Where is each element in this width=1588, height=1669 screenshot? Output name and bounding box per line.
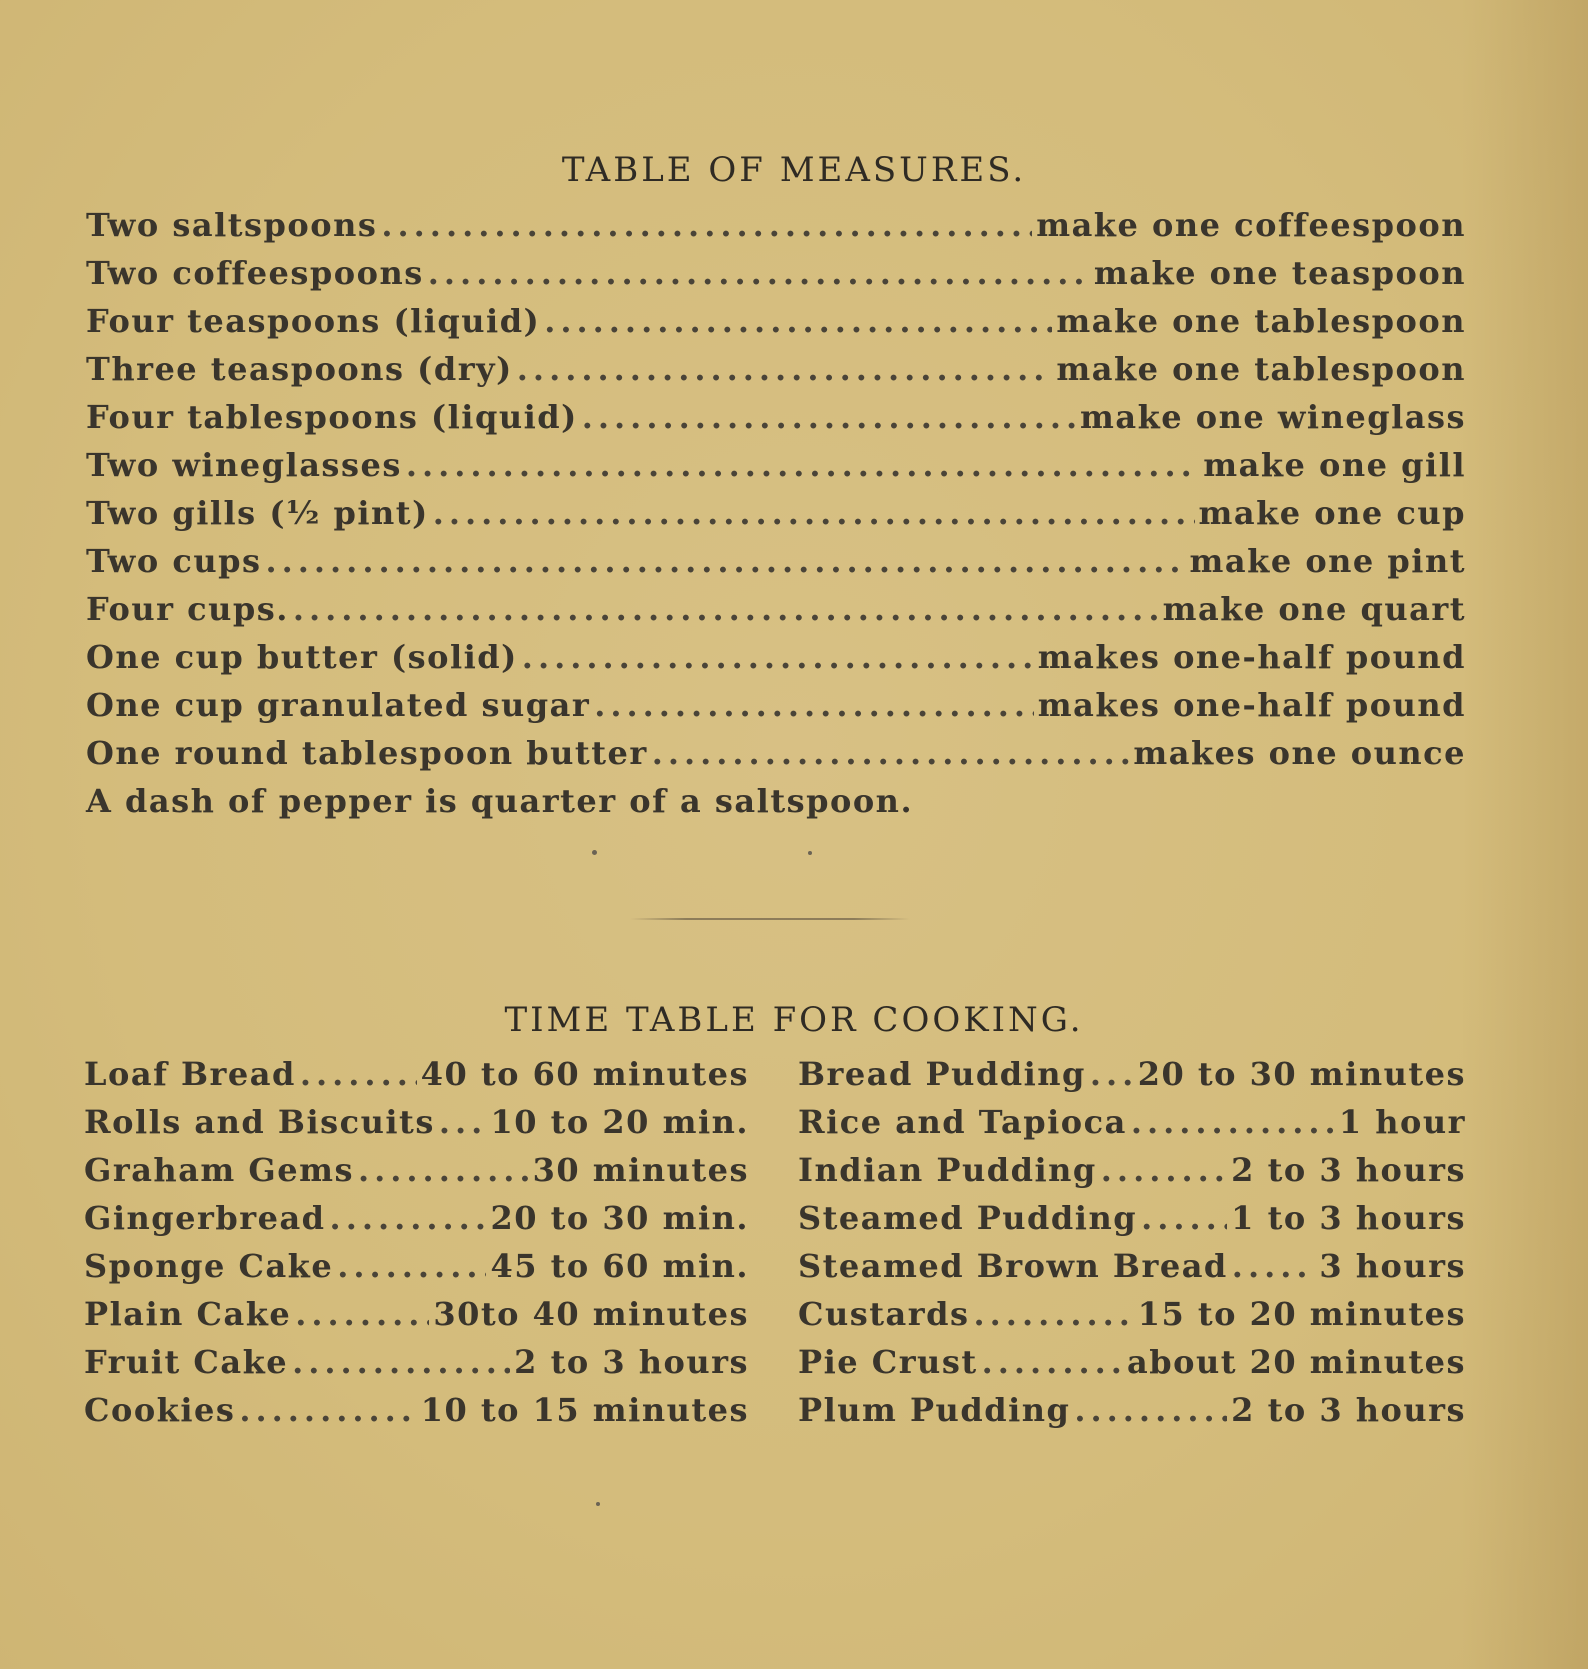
dot-leader [582,398,1076,436]
dot-leader [1101,1151,1227,1189]
dot-leader [381,206,1032,244]
dish-name: Plain Cake [84,1295,292,1333]
section-divider [630,918,910,920]
dot-leader [652,734,1130,772]
dot-leader [433,494,1195,532]
dot-leader [330,1199,487,1237]
cook-time: 20 to 30 minutes [1137,1055,1466,1093]
cooking-left-column [84,1055,749,1439]
dish-name: Plum Pudding [798,1391,1071,1429]
cook-time: 2 to 3 hours [1231,1391,1466,1429]
dish-name: Gingerbread [84,1199,326,1237]
table-row [798,1103,1466,1151]
measure-equivalent: make one cup [1198,494,1466,532]
table-row [86,398,1466,446]
measure-equivalent: makes one-half pound [1037,638,1466,676]
table-row [798,1199,1466,1247]
measure-equivalent: make one wineglass [1080,398,1466,436]
table-row [84,1391,749,1439]
table-row [798,1391,1466,1439]
dish-name: Rice and Tapioca [798,1103,1127,1141]
measure-equivalent: make one tablespoon [1056,302,1466,340]
measure-quantity: Three teaspoons (dry) [86,350,513,388]
measure-equivalent: make one tablespoon [1056,350,1466,388]
cook-time: 3 hours [1319,1247,1466,1285]
table-row [84,1247,749,1295]
cook-time: 10 to 20 min. [490,1103,749,1141]
measures-title: TABLE OF MEASURES. [561,150,1027,190]
dish-name: Indian Pudding [798,1151,1097,1189]
dot-leader [974,1295,1134,1333]
cook-time: 30 minutes [532,1151,749,1189]
dot-leader [406,446,1199,484]
cook-time: 2 to 3 hours [514,1343,749,1381]
dish-name: Graham Gems [84,1151,354,1189]
table-row [84,1295,749,1343]
cook-time: 20 to 30 min. [490,1199,749,1237]
dish-name: Steamed Brown Bread [798,1247,1228,1285]
dish-name: Rolls and Biscuits [84,1103,435,1141]
cooking-title: TIME TABLE FOR COOKING. [504,1000,1084,1040]
dot-leader [358,1151,529,1189]
dot-leader [265,542,1185,580]
dot-leader [517,350,1053,388]
measure-equivalent: make one coffeespoon [1036,206,1466,244]
dot-leader [300,1055,417,1093]
cook-time: 1 hour [1338,1103,1466,1141]
dot-leader [1074,1391,1227,1429]
measure-equivalent: make one teaspoon [1093,254,1466,292]
measure-quantity: Two saltspoons [86,206,378,244]
measure-quantity: Four cups. [86,590,289,628]
dot-leader [292,1343,510,1381]
dot-leader [428,254,1090,292]
cook-time: about 20 minutes [1126,1343,1466,1381]
dish-name: Sponge Cake [84,1247,334,1285]
cook-time: 30to 40 minutes [433,1295,749,1333]
table-row [86,494,1466,542]
table-row [798,1247,1466,1295]
table-row [86,686,1466,734]
dish-name: Steamed Pudding [798,1199,1138,1237]
print-speck [592,850,597,855]
dot-leader [1141,1199,1227,1237]
dish-name: Custards [798,1295,970,1333]
table-row [86,638,1466,686]
cook-time: 45 to 60 min. [490,1247,749,1285]
measure-quantity: Two gills (½ pint) [86,494,429,532]
dot-leader [337,1247,486,1285]
table-row [86,350,1466,398]
measures-note: A dash of pepper is quarter of a saltspoon. [86,782,914,820]
dot-leader [295,1295,429,1333]
table-row [798,1295,1466,1343]
cook-time: 15 to 20 minutes [1137,1295,1466,1333]
table-row [798,1343,1466,1391]
dish-name: Cookies [84,1391,236,1429]
table-row [86,446,1466,494]
print-speck [808,851,812,855]
table-row [86,302,1466,350]
measure-equivalent: make one gill [1203,446,1466,484]
measure-quantity: Four tablespoons (liquid) [86,398,578,436]
measures-table [86,206,1466,782]
cooking-right-column [798,1055,1466,1439]
measure-quantity: One cup butter (solid) [86,638,518,676]
dot-leader [239,1391,416,1429]
measure-quantity: One cup granulated sugar [86,686,591,724]
table-row [84,1055,749,1103]
dot-leader [439,1103,487,1141]
cook-time: 2 to 3 hours [1231,1151,1466,1189]
dot-leader [293,590,1159,628]
dot-leader [522,638,1034,676]
dot-leader [544,302,1052,340]
table-row [84,1151,749,1199]
table-row [86,590,1466,638]
table-row [86,542,1466,590]
print-speck [596,1502,600,1506]
table-row [84,1343,749,1391]
dish-name: Pie Crust [798,1343,978,1381]
cook-time: 1 to 3 hours [1231,1199,1466,1237]
table-row [86,254,1466,302]
measure-equivalent: makes one ounce [1133,734,1466,772]
table-row [798,1055,1466,1103]
dish-name: Fruit Cake [84,1343,289,1381]
measure-quantity: Two coffeespoons [86,254,424,292]
measure-quantity: Four teaspoons (liquid) [86,302,541,340]
table-row [84,1199,749,1247]
cook-time: 10 to 15 minutes [420,1391,749,1429]
table-row [798,1151,1466,1199]
dish-name: Loaf Bread [84,1055,296,1093]
dot-leader [1090,1055,1134,1093]
measure-quantity: Two cups [86,542,262,580]
measure-equivalent: make one pint [1189,542,1466,580]
dot-leader [594,686,1034,724]
dish-name: Bread Pudding [798,1055,1086,1093]
measure-quantity: Two wineglasses [86,446,402,484]
measure-equivalent: make one quart [1162,590,1466,628]
dot-leader [1232,1247,1316,1285]
cook-time: 40 to 60 minutes [420,1055,749,1093]
measure-equivalent: makes one-half pound [1037,686,1466,724]
dot-leader [1131,1103,1335,1141]
table-row [84,1103,749,1151]
table-row [86,206,1466,254]
table-row [86,734,1466,782]
measure-quantity: One round tablespoon butter [86,734,648,772]
dot-leader [982,1343,1123,1381]
